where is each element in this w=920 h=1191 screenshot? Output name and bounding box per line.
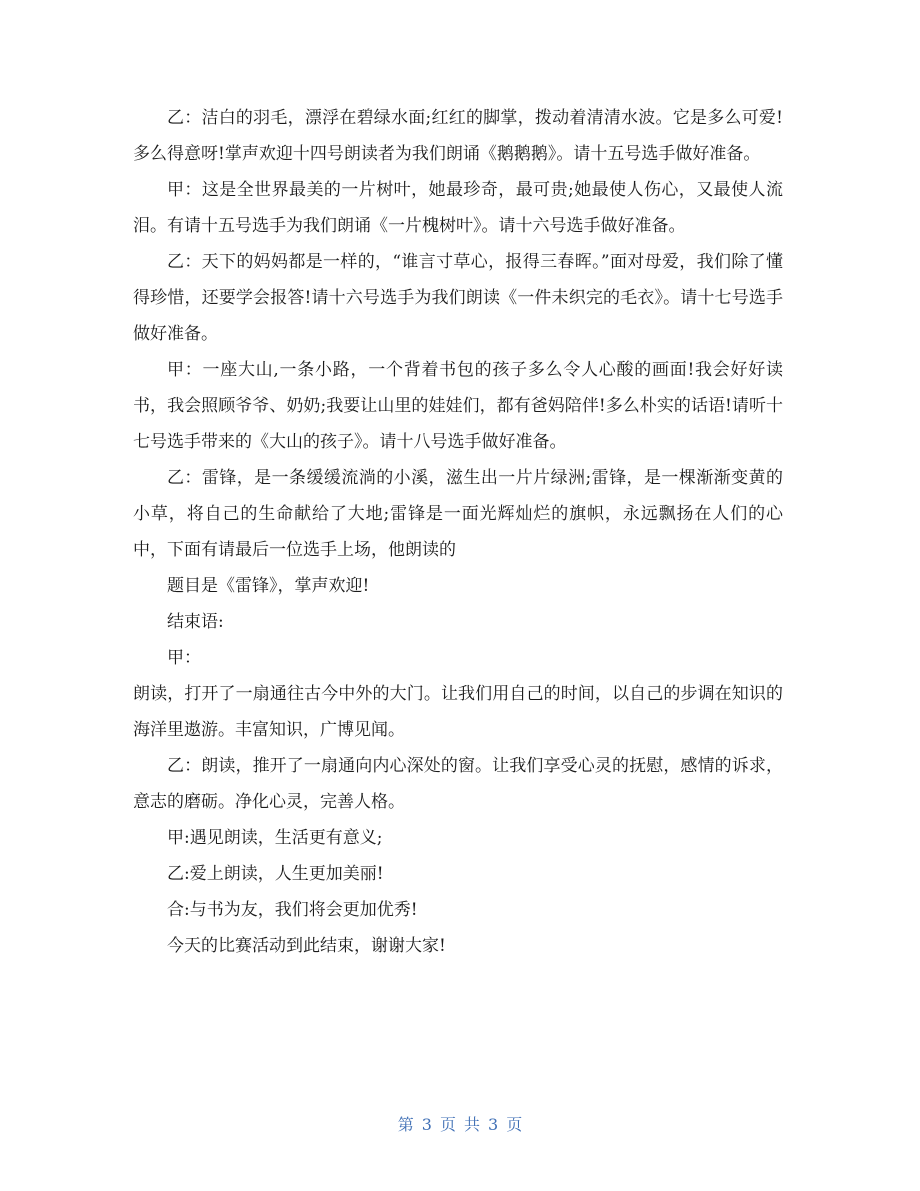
paragraph-6: 题目是《雷锋》，掌声欢迎! xyxy=(167,576,370,596)
paragraph-3: 乙：天下的妈妈都是一样的，“谁言寸草心，报得三春晖。”面对母爱，我们除了懂得珍惜，还要学会报答!请十六号选手为我们朗读《一件未织完的毛衣》。请十七号选手做好准备。 xyxy=(133,252,783,344)
speaker-label-jia: 甲： xyxy=(167,648,201,668)
footer-suffix: 页 xyxy=(506,1115,523,1134)
footer-prefix: 第 xyxy=(397,1115,414,1134)
paragraph-9: 朗读，打开了一扇通往古今中外的大门。让我们用自己的时间，以自己的步调在知识的海洋里遨游。丰富知识，广博见闻。 xyxy=(133,684,783,740)
page-footer xyxy=(0,1112,920,1135)
footer-page-word: 页 xyxy=(439,1115,456,1134)
closing-heading: 结束语: xyxy=(167,612,224,632)
paragraph-2: 甲：这是全世界最美的一片树叶，她最珍奇，最可贵;她最使人伤心，又最使人流泪。有请十五号选手为我们朗诵《一片槐树叶》。请十六号选手做好准备。 xyxy=(133,180,783,236)
document-body xyxy=(133,100,783,964)
paragraph-14: 今天的比赛活动到此结束，谢谢大家! xyxy=(167,936,446,956)
footer-total-word: 共 xyxy=(464,1115,481,1134)
paragraph-5: 乙：雷锋，是一条缓缓流淌的小溪，滋生出一片片绿洲;雷锋，是一棵渐渐变黄的小草，将自己的生命献给了大地;雷锋是一面光辉灿烂的旗帜，永远飘扬在人们的心中，下面有请最后一位选手上场，他朗读的 xyxy=(133,468,783,560)
paragraph-1: 乙：洁白的羽毛，漂浮在碧绿水面;红红的脚掌，拨动着清清水波。它是多么可爱!多么得意呀!掌声欢迎十四号朗读者为我们朗诵《鹅鹅鹅》。请十五号选手做好准备。 xyxy=(133,108,783,164)
paragraph-13: 合:与书为友，我们将会更加优秀! xyxy=(167,900,418,920)
paragraph-12: 乙:爱上朗读，人生更加美丽! xyxy=(167,864,384,884)
paragraph-10: 乙：朗读，推开了一扇通向内心深处的窗。让我们享受心灵的抚慰，感情的诉求，意志的磨砺。净化心灵，完善人格。 xyxy=(133,756,783,812)
footer-total-pages: 3 xyxy=(488,1115,499,1134)
paragraph-4: 甲：一座大山,一条小路，一个背着书包的孩子多么令人心酸的画面!我会好好读书，我会照顾爷爷、奶奶;我要让山里的娃娃们，都有爸妈陪伴!多么朴实的话语!请听十七号选手带来的《大山的孩子》。请十八号选手做好准备。 xyxy=(133,360,783,452)
paragraph-11: 甲:遇见朗读，生活更有意义; xyxy=(167,828,383,848)
footer-current-page: 3 xyxy=(421,1115,432,1134)
